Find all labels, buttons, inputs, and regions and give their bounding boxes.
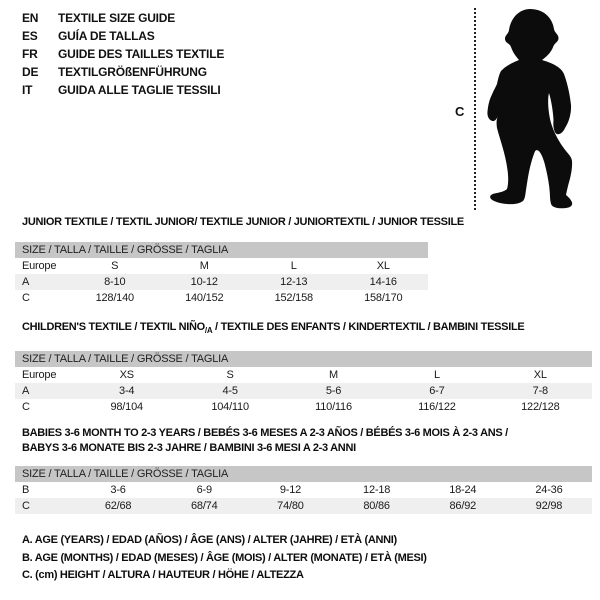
footnote-a: A. AGE (YEARS) / EDAD (AÑOS) / ÂGE (ANS) / ALTER (JAHRE) / ETÀ (ANNI) [22, 534, 397, 546]
height-label-c: C [455, 104, 465, 119]
lang-title: GUIDA ALLE TAGLIE TESSILI [58, 83, 221, 97]
table-cell: 14-16 [369, 276, 397, 288]
lang-row-fr [22, 45, 224, 63]
junior-size-table [15, 242, 428, 306]
table-cell: 86/92 [449, 500, 477, 512]
table-row [15, 482, 592, 498]
babies-title-line1: BABIES 3-6 MONTH TO 2-3 YEARS / BEBÉS 3-6 MESES A 2-3 AÑOS / BÉBÉS 3-6 MOIS À 2-3 ANS / [22, 427, 508, 439]
table-row [15, 290, 428, 306]
table-cell: XL [376, 260, 390, 272]
row-label: A [22, 385, 30, 397]
table-cell: 158/170 [364, 292, 403, 304]
lang-code: ES [22, 29, 38, 43]
table-cell: 18-24 [449, 484, 477, 496]
table-cell: 152/158 [274, 292, 313, 304]
lang-code: IT [22, 83, 33, 97]
lang-code: EN [22, 11, 39, 25]
footnotes-block [22, 534, 427, 587]
table-cell: 68/74 [190, 500, 218, 512]
lang-row-de [22, 63, 224, 81]
size-header-bar: SIZE / TALLA / TAILLE / GRÖSSE / TAGLIA [15, 466, 592, 482]
footnote-c: C. (cm) HEIGHT / ALTURA / HAUTEUR / HÖHE / ALTEZZA [22, 569, 304, 581]
table-row [15, 498, 592, 514]
table-cell: L [290, 260, 297, 272]
lang-title: TEXTILE SIZE GUIDE [58, 11, 176, 25]
lang-row-it [22, 81, 224, 99]
table-cell: 104/110 [211, 401, 249, 413]
lang-row-en [22, 9, 224, 27]
table-cell: S [111, 260, 119, 272]
lang-title: GUIDE DES TAILLES TEXTILE [58, 47, 225, 61]
junior-section-title: JUNIOR TEXTILE / TEXTIL JUNIOR/ TEXTILE JUNIOR / JUNIORTEXTIL / JUNIOR TESSILE [22, 216, 464, 228]
table-cell: 9-12 [279, 484, 302, 496]
table-row [15, 399, 592, 415]
footnote-b: B. AGE (MONTHS) / EDAD (MESES) / ÂGE (MOIS) / ALTER (MONATE) / ETÀ (MESI) [22, 551, 427, 564]
lang-code: FR [22, 47, 38, 61]
children-section-title [22, 320, 524, 338]
lang-title: TEXTILGRÖßENFÜHRUNG [58, 65, 207, 79]
table-cell: 74/80 [277, 500, 304, 512]
table-cell: XS [119, 369, 134, 381]
table-cell: S [226, 369, 234, 381]
table-cell: 62/68 [104, 500, 132, 512]
table-row [15, 367, 592, 383]
title-part: / TEXTILE DES ENFANTS / KINDERTEXTIL / BAMBINI TESSILE [212, 321, 525, 333]
row-label: C [22, 401, 30, 413]
table-row [15, 258, 428, 274]
table-cell: 4-5 [222, 385, 238, 397]
table-row [15, 383, 592, 399]
table-cell: M [199, 260, 209, 272]
size-header-bar: SIZE / TALLA / TAILLE / GRÖSSE / TAGLIA [15, 351, 592, 367]
table-cell: 3-4 [119, 385, 135, 397]
row-label: C [22, 500, 30, 512]
lang-title: GUÍA DE TALLAS [58, 29, 155, 43]
lang-code: DE [22, 65, 39, 79]
table-cell: 122/128 [521, 401, 560, 413]
table-cell: 10-12 [190, 276, 218, 288]
children-size-table [15, 351, 592, 415]
table-cell: 6-7 [429, 385, 445, 397]
table-cell: 24-36 [535, 484, 563, 496]
row-label: C [22, 292, 30, 304]
table-cell: 92/98 [535, 500, 563, 512]
table-cell: 8-10 [104, 276, 126, 288]
height-reference-dotted-line [474, 8, 476, 210]
size-header-bar: SIZE / TALLA / TAILLE / GRÖSSE / TAGLIA [15, 242, 428, 258]
title-part: CHILDREN'S TEXTILE / TEXTIL NIÑO [22, 321, 205, 333]
row-label: B [22, 484, 30, 496]
title-subscript: /A [204, 326, 213, 336]
table-cell: 116/122 [418, 401, 456, 413]
table-cell: XL [533, 369, 547, 381]
babies-size-table [15, 466, 592, 514]
baby-silhouette [483, 6, 577, 213]
lang-row-es [22, 27, 224, 45]
table-cell: 110/116 [315, 401, 352, 413]
babies-title-line2: BABYS 3-6 MONATE BIS 2-3 JAHRE / BAMBINI 3-6 MESI A 2-3 ANNI [22, 442, 356, 454]
table-cell: 80/86 [363, 500, 390, 512]
table-cell: 12-13 [280, 276, 308, 288]
table-cell: 128/140 [95, 292, 134, 304]
table-cell: 6-9 [196, 484, 212, 496]
table-cell: 3-6 [110, 484, 126, 496]
babies-section-title [22, 426, 508, 456]
table-cell: 7-8 [532, 385, 548, 397]
row-label: Europe [22, 260, 57, 272]
table-cell: 12-18 [363, 484, 391, 496]
table-cell: L [433, 369, 440, 381]
row-label: Europe [22, 369, 57, 381]
table-cell: 140/152 [185, 292, 224, 304]
language-title-list [22, 9, 224, 99]
table-row [15, 274, 428, 290]
row-label: A [22, 276, 30, 288]
table-cell: 5-6 [325, 385, 342, 397]
table-cell: M [329, 369, 338, 381]
table-cell: 98/104 [110, 401, 143, 413]
